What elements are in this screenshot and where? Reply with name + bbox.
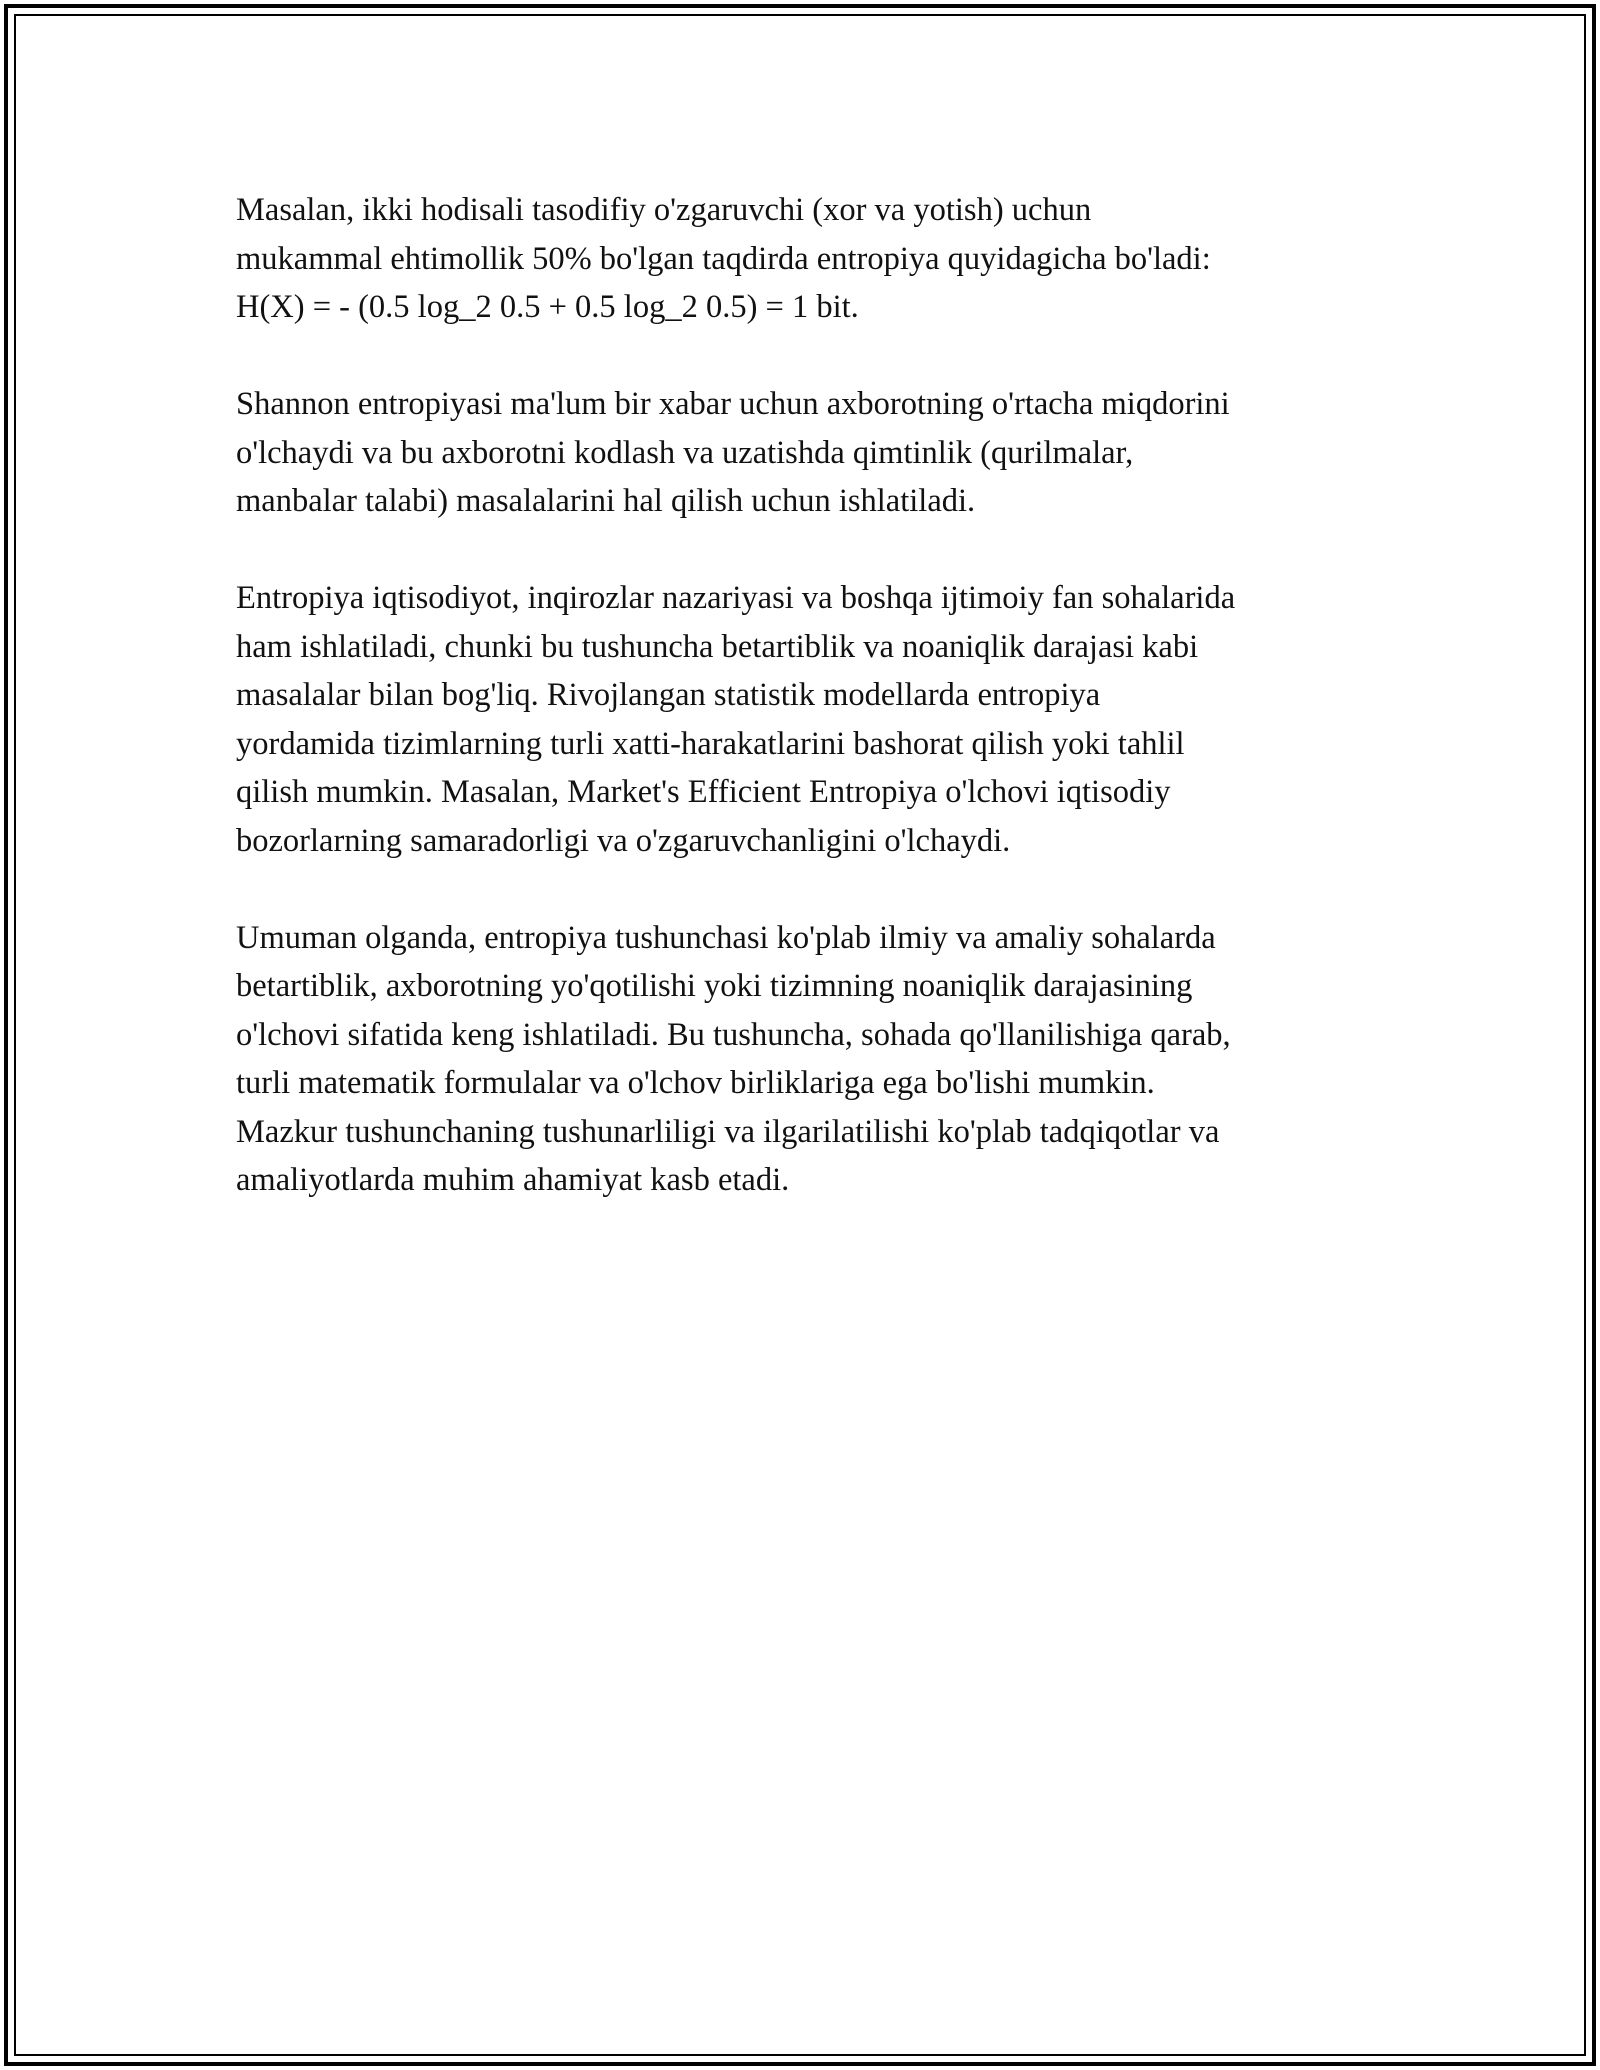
paragraph-entropy-example — [236, 186, 1376, 332]
text-line: Masalan, ikki hodisali tasodifiy o'zgaruvchi (xor va yotish) uchun — [236, 192, 1092, 228]
paragraph-conclusion — [236, 914, 1376, 1205]
text-line: Entropiya iqtisodiyot, inqirozlar nazariyasi va boshqa ijtimoiy fan sohalarida — [236, 580, 1236, 616]
text-line: o'lchaydi va bu axborotni kodlash va uzatishda qimtinlik (qurilmalar, — [236, 434, 1134, 471]
text-line: yordamida tizimlarning turli xatti-harakatlarini bashorat qilish yoki tahlil — [236, 725, 1185, 762]
text-line: betartiblik, axborotning yo'qotilishi yoki tizimning noaniqlik darajasining — [236, 968, 1193, 1004]
text-line: amaliyotlarda muhim ahamiyat kasb etadi. — [236, 1162, 790, 1198]
text-line: masalalar bilan bog'liq. Rivojlangan statistik modellarda entropiya — [236, 677, 1101, 713]
paragraph-shannon-entropy — [236, 380, 1376, 526]
text-line: turli matematik formulalar va o'lchov birliklariga ega bo'lishi mumkin. — [236, 1065, 1155, 1101]
text-line: Mazkur tushunchaning tushunarliligi va ilgarilatilishi ko'plab tadqiqotlar va — [236, 1113, 1220, 1150]
text-line: qilish mumkin. Masalan, Market's Efficient Entropiya o'lchovi iqtisodiy — [236, 774, 1171, 810]
text-line: Shannon entropiyasi ma'lum bir xabar uchun axborotning o'rtacha miqdorini — [236, 386, 1230, 422]
text-line: mukammal ehtimollik 50% bo'lgan taqdirda entropiya quyidagicha bo'ladi: — [236, 240, 1211, 277]
text-line: o'lchovi sifatida keng ishlatiladi. Bu tushuncha, sohada qo'llanilishiga qarab, — [236, 1016, 1231, 1053]
document-body — [236, 186, 1376, 1253]
text-line: H(X) = - (0.5 log_2 0.5 + 0.5 log_2 0.5) = 1 bit. — [236, 289, 859, 325]
text-line: bozorlarning samaradorligi va o'zgaruvchanligini o'lchaydi. — [236, 822, 1011, 859]
paragraph-economics-entropy — [236, 574, 1376, 865]
text-line: Umuman olganda, entropiya tushunchasi ko'plab ilmiy va amaliy sohalarda — [236, 919, 1216, 956]
text-line: manbalar talabi) masalalarini hal qilish uchun ishlatiladi. — [236, 483, 976, 519]
text-line: ham ishlatiladi, chunki bu tushuncha betartiblik va noaniqlik darajasi kabi — [236, 628, 1199, 665]
